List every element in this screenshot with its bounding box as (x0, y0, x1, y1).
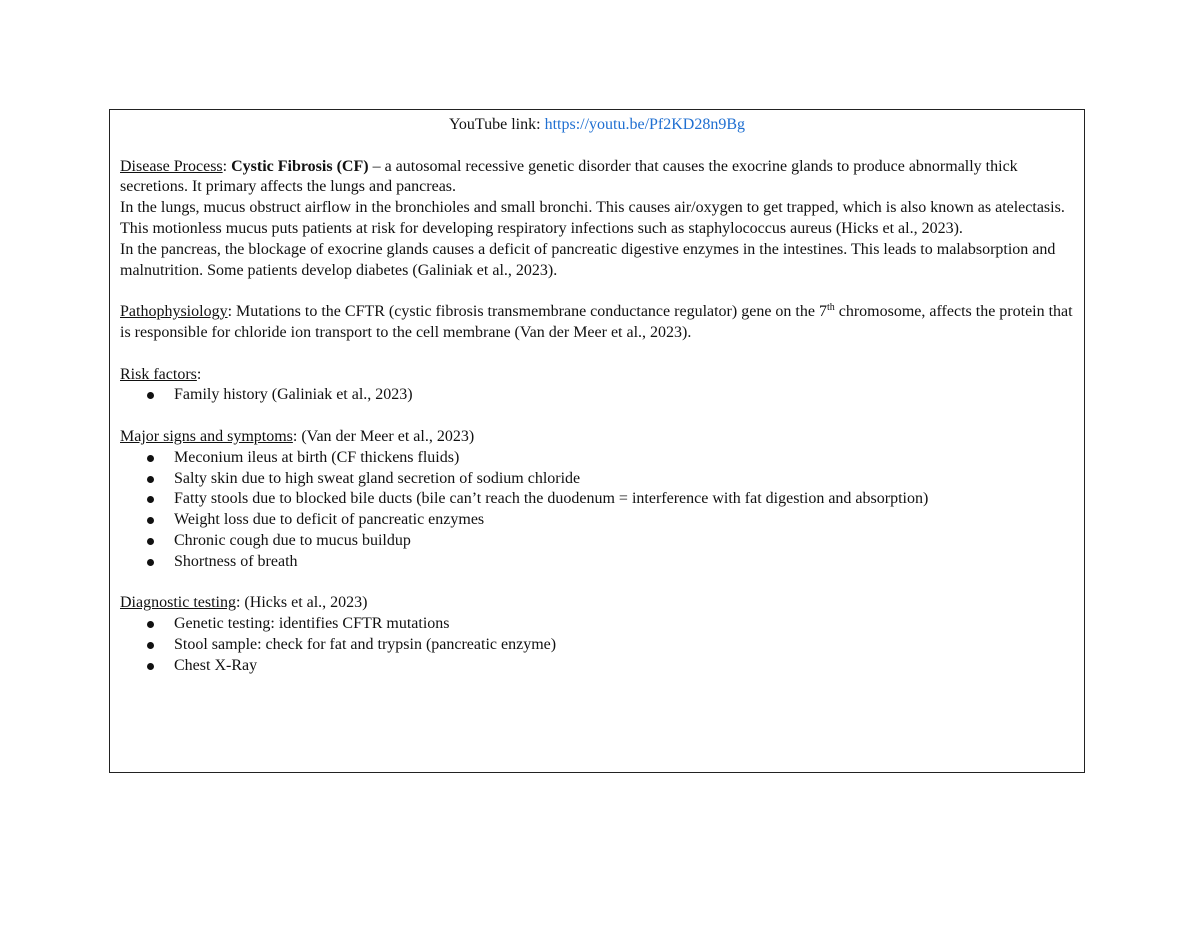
lungs-paragraph: In the lungs, mucus obstruct airflow in the bronchioles and small bronchi. This causes air/oxygen to get trapped, which is also known as atelectasis. This motionless mucus puts patients at risk for developing respiratory infections such as staphylococcus aureus (Hicks et al., 2023). (120, 199, 1065, 237)
list-item-text: Genetic testing: identifies CFTR mutations (174, 615, 450, 633)
bullet-icon (147, 621, 154, 628)
signs-symptoms-list (120, 448, 1074, 573)
spacer (120, 136, 1074, 157)
diagnostic-testing-header (120, 593, 1074, 614)
youtube-label: YouTube link: (448, 116, 545, 133)
signs-symptoms-header (120, 427, 1074, 448)
disease-process-paragraph (120, 157, 1074, 199)
list-item (174, 635, 1074, 656)
signs-symptoms-heading: Major signs and symptoms (120, 427, 293, 445)
list-item (174, 489, 1074, 510)
diagnostic-testing-heading: Diagnostic testing (120, 594, 236, 612)
youtube-line (120, 115, 1074, 136)
bullet-icon (147, 538, 154, 545)
bullet-icon (147, 476, 154, 483)
youtube-link[interactable]: https://youtu.be/Pf2KD28n9Bg (544, 116, 746, 133)
disease-process-heading: Disease Process (120, 157, 223, 175)
pathophysiology-heading: Pathophysiology (120, 303, 228, 321)
risk-factors-list (120, 385, 1074, 406)
pathophysiology-paragraph (120, 302, 1074, 344)
list-item-text: Family history (Galiniak et al., 2023) (174, 386, 413, 404)
bullet-icon (147, 517, 154, 524)
document-box (109, 109, 1085, 773)
disease-name: Cystic Fibrosis (CF) (231, 157, 369, 175)
bullet-icon (147, 559, 154, 566)
risk-factors-heading: Risk factors (120, 365, 197, 383)
list-item (174, 656, 1074, 677)
list-item (174, 552, 1074, 573)
list-item-text: Weight loss due to deficit of pancreatic enzymes (174, 511, 485, 529)
list-item (174, 385, 1074, 406)
bullet-icon (147, 392, 154, 399)
bullet-icon (147, 455, 154, 462)
bullet-icon (147, 496, 154, 503)
disease-intro: – a autosomal recessive genetic disorder that causes the exocrine glands to produce abnormally thick secretions. It primary affects the lungs and pancreas. (120, 157, 1018, 196)
pancreas-paragraph: In the pancreas, the blockage of exocrine glands causes a deficit of pancreatic digestive enzymes in the intestines. This leads to malabsorption and malnutrition. Some patients develop diabetes (Galiniak et al., 2023). (120, 240, 1056, 279)
spacer (120, 281, 1074, 302)
diagnostic-testing-list (120, 614, 1074, 676)
pathophysiology-text-after: chromosome, affects the protein that is responsible for chloride ion transport to the cell membrane (Van der Meer et al., 2023). (120, 303, 1073, 341)
list-item (174, 469, 1074, 490)
bullet-icon (147, 663, 154, 670)
list-item-text: Salty skin due to high sweat gland secretion of sodium chloride (174, 469, 581, 487)
list-item (174, 510, 1074, 531)
diagnostic-testing-citation: : (Hicks et al., 2023) (235, 594, 368, 612)
spacer (120, 406, 1074, 427)
list-item (174, 614, 1074, 635)
spacer (120, 344, 1074, 365)
list-item (174, 448, 1074, 469)
list-item-text: Chronic cough due to mucus buildup (174, 531, 411, 549)
list-item (174, 531, 1074, 552)
list-item-text: Shortness of breath (174, 552, 298, 570)
list-item-text: Stool sample: check for fat and trypsin (pancreatic enzyme) (174, 635, 557, 653)
list-item-text: Meconium ileus at birth (CF thickens fluids) (174, 448, 460, 466)
bullet-icon (147, 642, 154, 649)
ordinal-superscript: th (826, 302, 835, 314)
signs-symptoms-citation: : (Van der Meer et al., 2023) (292, 427, 475, 445)
risk-factors-colon: : (196, 365, 202, 383)
list-item-text: Chest X-Ray (174, 656, 258, 674)
risk-factors-header (120, 365, 1074, 386)
disease-process-colon: : (222, 157, 232, 175)
list-item-text: Fatty stools due to blocked bile ducts (bile can’t reach the duodenum = interference with fat digestion and absorption) (174, 490, 929, 508)
pathophysiology-text-before: : Mutations to the CFTR (cystic fibrosis transmembrane conductance regulator) gene on the 7 (227, 303, 827, 321)
spacer (120, 573, 1074, 594)
